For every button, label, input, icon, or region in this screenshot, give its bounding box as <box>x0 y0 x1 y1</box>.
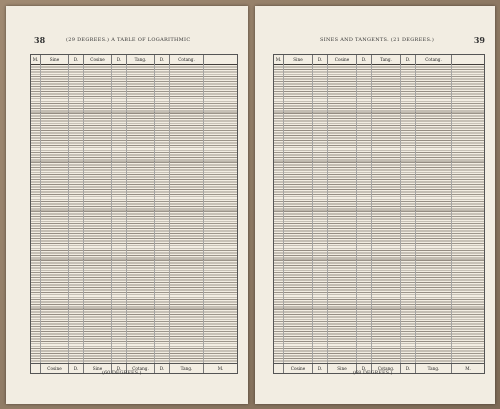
difference-column <box>313 64 328 364</box>
header-cell: Cotang. <box>170 55 204 64</box>
right-page <box>255 6 495 404</box>
header-cell: D. <box>357 55 372 64</box>
header-cell: Cosine <box>84 55 112 64</box>
header-cell: D. <box>155 55 170 64</box>
header-cell: M. <box>31 55 41 64</box>
table-body <box>31 64 237 364</box>
header-cell: Sine <box>284 55 313 64</box>
header-cell: M. <box>274 55 284 64</box>
cotangent-column <box>170 64 204 364</box>
footer-cell: D. <box>112 364 127 373</box>
cosine-column <box>328 64 357 364</box>
header-cell: Tang. <box>127 55 155 64</box>
footer-cell: D. <box>155 364 170 373</box>
block-separator <box>31 308 237 309</box>
header-cell: D. <box>112 55 127 64</box>
left-page <box>6 6 248 404</box>
page-caption: (68 DEGREES.) <box>353 370 393 376</box>
block-separator <box>31 161 237 162</box>
block-separator <box>31 259 237 260</box>
block-separator <box>274 308 484 309</box>
block-separator <box>31 210 237 211</box>
logarithm-table <box>273 54 485 374</box>
header-cell: Cosine <box>328 55 357 64</box>
difference-column <box>112 64 127 364</box>
header-cell <box>204 55 237 64</box>
footer-cell: M. <box>465 366 471 371</box>
footer-cell: D. <box>313 364 328 373</box>
minutes-column <box>274 64 284 364</box>
footer-cell: M. <box>217 366 224 371</box>
running-title: (29 DEGREES.) A TABLE OF LOGARITHMIC <box>66 37 191 43</box>
cosine-column <box>84 64 112 364</box>
minutes-column <box>204 64 237 364</box>
footer-cell: D. <box>357 364 372 373</box>
difference-column <box>401 64 416 364</box>
header-cell: D. <box>313 55 328 64</box>
difference-column <box>357 64 372 364</box>
header-cell: Tang. <box>372 55 401 64</box>
cotangent-column <box>416 64 452 364</box>
block-separator <box>31 112 237 113</box>
footer-cell: Cotang. <box>127 364 155 373</box>
block-separator <box>274 259 484 260</box>
header-cell: Cotang. <box>416 55 452 64</box>
footer-cell: Cotang. <box>372 364 401 373</box>
running-title: SINES AND TANGENTS. (21 DEGREES.) <box>320 37 435 43</box>
block-separator <box>274 210 484 211</box>
footer-cell: Cosine <box>41 364 69 373</box>
logarithm-table <box>30 54 238 374</box>
footer-cell: Tang. <box>170 364 204 373</box>
minutes-column <box>452 64 484 364</box>
difference-column <box>155 64 170 364</box>
block-separator <box>274 112 484 113</box>
footer-cell: D. <box>401 364 416 373</box>
header-cell: Sine <box>41 55 69 64</box>
tangent-column <box>372 64 401 364</box>
header-cell <box>452 55 484 64</box>
page-number: 38 <box>34 35 46 45</box>
difference-column <box>69 64 84 364</box>
tangent-column <box>127 64 155 364</box>
sine-column <box>41 64 69 364</box>
sine-column <box>284 64 313 364</box>
footer-cell: D. <box>69 364 84 373</box>
page-caption: (60 DEGREES.) <box>102 370 142 376</box>
footer-cell <box>274 364 284 373</box>
footer-cell: Sine <box>84 364 112 373</box>
minutes-column <box>31 64 41 364</box>
footer-cell: Tang. <box>416 364 452 373</box>
block-separator <box>274 161 484 162</box>
header-cell: D. <box>401 55 416 64</box>
footer-cell: Sine <box>328 364 357 373</box>
footer-cell: Cosine <box>284 364 313 373</box>
page-number: 39 <box>473 35 485 45</box>
header-cell: D. <box>69 55 84 64</box>
footer-cell <box>31 364 41 373</box>
table-body <box>274 64 484 364</box>
